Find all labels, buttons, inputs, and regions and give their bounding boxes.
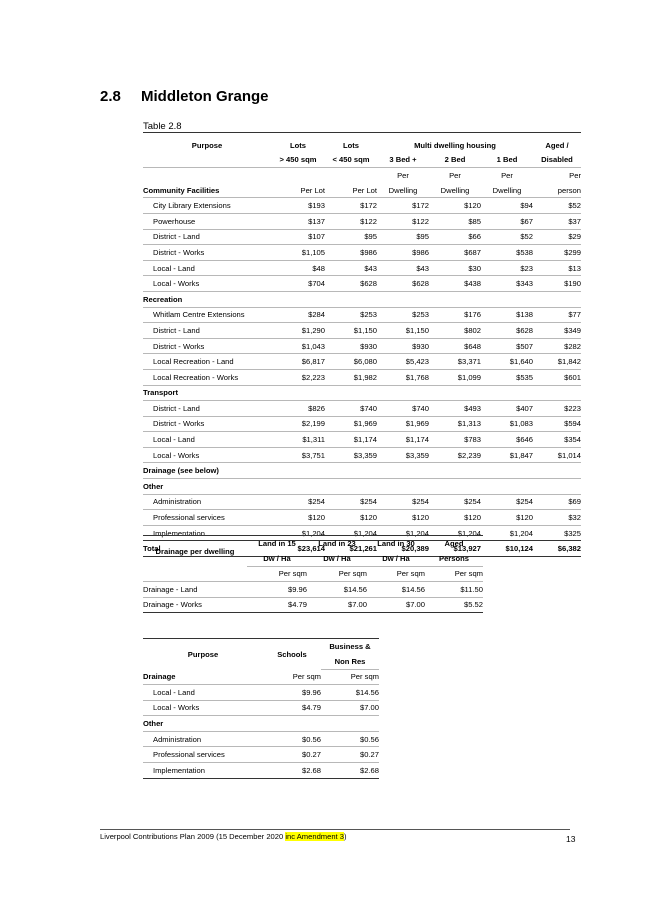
unit-label: Per sqm (321, 669, 379, 685)
cell-value: $122 (377, 213, 429, 229)
cell-value: $5.52 (425, 597, 483, 613)
row-label: Local Recreation - Works (143, 369, 271, 385)
cell-value: $29 (533, 229, 581, 245)
header-purpose: Purpose (191, 140, 223, 150)
table-row (143, 401, 581, 417)
cell-value: $1,969 (325, 416, 377, 432)
t3-drainage-rows (143, 685, 379, 716)
row-label: Whitlam Centre Extensions (143, 307, 271, 323)
unit-label: Per (449, 170, 461, 180)
cell-value: $122 (325, 213, 377, 229)
row-label: City Library Extensions (143, 198, 271, 214)
table-row (143, 416, 581, 432)
cell-value: $493 (429, 401, 481, 417)
section-heading (100, 88, 269, 105)
row-label: Local Recreation - Land (143, 354, 271, 370)
table-row (143, 747, 379, 763)
t3-units-row (143, 669, 379, 685)
table-row (143, 338, 581, 354)
table-row (143, 582, 483, 598)
cell-value: $7.00 (367, 597, 425, 613)
row-label: Implementation (143, 525, 271, 541)
cell-value: $1,014 (533, 447, 581, 463)
cell-value: $107 (271, 229, 325, 245)
footer-plan: Liverpool Contributions Plan 2009 (15 December 2020 (100, 832, 286, 841)
t2-header: Land in 15 (247, 536, 307, 551)
table-row (143, 494, 581, 510)
cell-value: $193 (271, 198, 325, 214)
header-lots-small: Lots (342, 140, 360, 150)
table-row (143, 198, 581, 214)
row-label: District - Land (143, 229, 271, 245)
cell-value: $254 (429, 494, 481, 510)
cell-value: $4.79 (263, 700, 321, 716)
cell-value: $802 (429, 323, 481, 339)
group-row (143, 479, 581, 495)
cell-value: $2.68 (321, 763, 379, 779)
cell-value: $254 (325, 494, 377, 510)
unit-label: Dwelling (377, 183, 429, 198)
footer-text (100, 832, 347, 841)
cell-value: $9.96 (263, 685, 321, 701)
table-row (143, 510, 581, 526)
cell-value: $628 (377, 276, 429, 292)
caption-rule (143, 132, 581, 133)
group-row (143, 716, 379, 732)
cell-value: $1,290 (271, 323, 325, 339)
cell-value: $254 (271, 494, 325, 510)
t2-header: Land in 30 (367, 536, 425, 551)
cell-value: $14.56 (367, 582, 425, 598)
cell-value: $14.56 (321, 685, 379, 701)
cell-value: $223 (533, 401, 581, 417)
group-row (143, 463, 581, 479)
footer-rule (100, 829, 570, 830)
cell-value: $507 (481, 338, 533, 354)
cell-value: $3,359 (377, 447, 429, 463)
row-label: District - Works (143, 338, 271, 354)
units-row-1 (143, 168, 581, 183)
cell-value: $137 (271, 213, 325, 229)
footer-amendment: inc Amendment 3 (285, 832, 345, 841)
cell-value: $52 (533, 198, 581, 214)
cell-value: $343 (481, 276, 533, 292)
footer-paren: ) (344, 832, 347, 841)
cell-value: $740 (325, 401, 377, 417)
table-header-row-1 (143, 138, 581, 153)
table-row (143, 260, 581, 276)
unit-label: person (533, 183, 581, 198)
unit-label: Dwelling (481, 183, 533, 198)
units-row-2 (143, 183, 581, 198)
cell-value: $3,359 (325, 447, 377, 463)
cell-value: $120 (481, 510, 533, 526)
cell-value: $52 (481, 229, 533, 245)
cell-value: $7.00 (321, 700, 379, 716)
table-row (143, 731, 379, 747)
cell-value: $6,080 (325, 354, 377, 370)
cell-value: $172 (377, 198, 429, 214)
cell-value: $740 (377, 401, 429, 417)
table-row (143, 763, 379, 779)
cell-value: $601 (533, 369, 581, 385)
table-row (143, 354, 581, 370)
cell-value: $1,313 (429, 416, 481, 432)
cell-value: $3,751 (271, 447, 325, 463)
cell-value: $172 (325, 198, 377, 214)
t2-header-row-1 (143, 536, 483, 551)
t3-group-other: Other (143, 716, 379, 732)
unit-label: Per (397, 170, 409, 180)
cell-value: $120 (325, 510, 377, 526)
cell-value: $1,969 (377, 416, 429, 432)
cell-value: $438 (429, 276, 481, 292)
header-lots-large: Lots (289, 140, 307, 150)
total-value: $23,614 (271, 541, 325, 557)
cell-value: $1,043 (271, 338, 325, 354)
t2-units-row (143, 566, 483, 582)
cell-value: $535 (481, 369, 533, 385)
row-label: District - Land (143, 323, 271, 339)
cell-value: $4.79 (247, 597, 307, 613)
cell-value: $594 (533, 416, 581, 432)
contributions-table (143, 138, 581, 557)
cell-value: $7.00 (307, 597, 367, 613)
cell-value: $30 (429, 260, 481, 276)
table-row (143, 685, 379, 701)
cell-value: $13 (533, 260, 581, 276)
unit-label: Per sqm (247, 566, 307, 582)
row-label: Drainage - Land (143, 582, 247, 598)
row-label: Implementation (143, 763, 263, 779)
header-lots-small-size: < 450 sqm (325, 153, 377, 168)
cell-value: $5,423 (377, 354, 429, 370)
cell-value: $77 (533, 307, 581, 323)
header-disabled: Disabled (533, 153, 581, 168)
cell-value: $1,204 (429, 525, 481, 541)
cell-value: $14.56 (307, 582, 367, 598)
row-label: Drainage - Works (143, 597, 247, 613)
unit-label: Per Lot (271, 183, 325, 198)
recreation-rows (143, 307, 581, 385)
total-value: $10,124 (481, 541, 533, 557)
cell-value: $3,371 (429, 354, 481, 370)
row-label: Professional services (143, 510, 271, 526)
group-community-facilities: Community Facilities (143, 183, 271, 198)
row-label: Local - Works (143, 700, 263, 716)
unit-label: Dwelling (429, 183, 481, 198)
cell-value: $32 (533, 510, 581, 526)
group-transport: Transport (143, 385, 581, 401)
cell-value: $254 (481, 494, 533, 510)
table-row (143, 213, 581, 229)
group-row (143, 385, 581, 401)
cell-value: $120 (271, 510, 325, 526)
row-label: Local - Works (143, 447, 271, 463)
cell-value: $1,150 (325, 323, 377, 339)
total-label: Total (143, 541, 271, 557)
group-other: Other (143, 479, 581, 495)
cell-value: $299 (533, 245, 581, 261)
cell-value: $826 (271, 401, 325, 417)
cell-value: $120 (377, 510, 429, 526)
cell-value: $354 (533, 432, 581, 448)
unit-label: Per sqm (367, 566, 425, 582)
cell-value: $284 (271, 307, 325, 323)
cell-value: $325 (533, 525, 581, 541)
header-aged: Aged / (545, 140, 569, 150)
cell-value: $9.96 (247, 582, 307, 598)
table-row (143, 307, 581, 323)
row-label: District - Works (143, 245, 271, 261)
cell-value: $1,311 (271, 432, 325, 448)
cell-value: $253 (325, 307, 377, 323)
cell-value: $94 (481, 198, 533, 214)
unit-label: Per (569, 170, 581, 180)
cell-value: $120 (429, 198, 481, 214)
cell-value: $1,204 (481, 525, 533, 541)
section-number: 2.8 (100, 88, 121, 105)
cell-value: $2,199 (271, 416, 325, 432)
cell-value: $2,239 (429, 447, 481, 463)
cell-value: $43 (377, 260, 429, 276)
row-label: Administration (143, 494, 271, 510)
cell-value: $1,174 (325, 432, 377, 448)
table-row (143, 323, 581, 339)
total-value: $6,382 (533, 541, 581, 557)
cell-value: $648 (429, 338, 481, 354)
t2-header: Aged (425, 536, 483, 551)
cell-value: $538 (481, 245, 533, 261)
cell-value: $176 (429, 307, 481, 323)
cell-value: $986 (377, 245, 429, 261)
t3-header-business: Business & (321, 639, 379, 654)
row-label: District - Land (143, 401, 271, 417)
t3-header-purpose: Purpose (143, 639, 263, 670)
page-number: 13 (566, 834, 576, 844)
cell-value: $282 (533, 338, 581, 354)
transport-rows (143, 401, 581, 463)
total-value: $21,261 (325, 541, 377, 557)
header-3bed: 3 Bed + (377, 153, 429, 168)
cell-value: $254 (377, 494, 429, 510)
t3-other-rows (143, 731, 379, 778)
cell-value: $0.27 (263, 747, 321, 763)
cell-value: $687 (429, 245, 481, 261)
cell-value: $1,982 (325, 369, 377, 385)
row-label: Administration (143, 731, 263, 747)
unit-label: Per sqm (307, 566, 367, 582)
other-rows (143, 494, 581, 541)
cell-value: $2.68 (263, 763, 321, 779)
unit-label: Per sqm (263, 669, 321, 685)
row-label: Local - Land (143, 432, 271, 448)
t3-header-row-1 (143, 639, 379, 654)
cell-value: $253 (377, 307, 429, 323)
cell-value: $628 (481, 323, 533, 339)
cell-value: $6,817 (271, 354, 325, 370)
section-title: Middleton Grange (141, 88, 269, 105)
t3-header-schools: Schools (263, 639, 321, 670)
table-row (143, 597, 483, 613)
cell-value: $95 (325, 229, 377, 245)
header-multi-dwelling: Multi dwelling housing (414, 140, 496, 150)
row-label: Powerhouse (143, 213, 271, 229)
row-label: District - Works (143, 416, 271, 432)
table-row (143, 229, 581, 245)
cell-value: $1,847 (481, 447, 533, 463)
cell-value: $628 (325, 276, 377, 292)
cell-value: $37 (533, 213, 581, 229)
community-rows (143, 198, 581, 292)
cell-value: $1,768 (377, 369, 429, 385)
cell-value: $1,204 (271, 525, 325, 541)
table-row (143, 432, 581, 448)
table-row (143, 700, 379, 716)
cell-value: $138 (481, 307, 533, 323)
row-label: Local - Land (143, 260, 271, 276)
cell-value: $85 (429, 213, 481, 229)
t2-header: Dw / Ha (247, 551, 307, 566)
total-value: $20,389 (377, 541, 429, 557)
cell-value: $0.27 (321, 747, 379, 763)
drainage-per-dwelling-table (143, 535, 483, 613)
cell-value: $1,204 (377, 525, 429, 541)
t3-group-drainage: Drainage (143, 669, 263, 685)
table-row (143, 276, 581, 292)
cell-value: $69 (533, 494, 581, 510)
table-row (143, 245, 581, 261)
header-1bed: 1 Bed (481, 153, 533, 168)
group-drainage: Drainage (see below) (143, 463, 581, 479)
unit-label: Per Lot (325, 183, 377, 198)
unit-label: Per sqm (425, 566, 483, 582)
cell-value: $930 (377, 338, 429, 354)
unit-label: Per (501, 170, 513, 180)
cell-value: $11.50 (425, 582, 483, 598)
t2-header: Land in 23 (307, 536, 367, 551)
cell-value: $190 (533, 276, 581, 292)
cell-value: $1,640 (481, 354, 533, 370)
cell-value: $2,223 (271, 369, 325, 385)
t3-header-nonres: Non Res (321, 654, 379, 669)
t2-header: Dw / Ha (307, 551, 367, 566)
cell-value: $407 (481, 401, 533, 417)
cell-value: $1,105 (271, 245, 325, 261)
cell-value: $48 (271, 260, 325, 276)
cell-value: $67 (481, 213, 533, 229)
cell-value: $1,150 (377, 323, 429, 339)
cell-value: $43 (325, 260, 377, 276)
cell-value: $0.56 (263, 731, 321, 747)
table-caption: Table 2.8 (143, 121, 182, 132)
cell-value: $349 (533, 323, 581, 339)
cell-value: $1,174 (377, 432, 429, 448)
row-label: Local - Works (143, 276, 271, 292)
header-2bed: 2 Bed (429, 153, 481, 168)
cell-value: $783 (429, 432, 481, 448)
header-lots-large-size: > 450 sqm (271, 153, 325, 168)
cell-value: $1,083 (481, 416, 533, 432)
cell-value: $1,099 (429, 369, 481, 385)
total-value: $13,927 (429, 541, 481, 557)
cell-value: $704 (271, 276, 325, 292)
table-header-row-2 (143, 153, 581, 168)
t2-header: Persons (425, 551, 483, 566)
cell-value: $0.56 (321, 731, 379, 747)
table-row (143, 369, 581, 385)
table-row (143, 447, 581, 463)
row-label: Local - Land (143, 685, 263, 701)
t2-header: Dw / Ha (367, 551, 425, 566)
cell-value: $986 (325, 245, 377, 261)
t2-rows (143, 582, 483, 613)
cell-value: $120 (429, 510, 481, 526)
cell-value: $23 (481, 260, 533, 276)
schools-business-table (143, 638, 379, 779)
cell-value: $1,842 (533, 354, 581, 370)
group-row (143, 291, 581, 307)
cell-value: $1,204 (325, 525, 377, 541)
cell-value: $930 (325, 338, 377, 354)
row-label: Professional services (143, 747, 263, 763)
group-recreation: Recreation (143, 291, 581, 307)
t2-header-label: Drainage per dwelling (143, 536, 247, 567)
cell-value: $95 (377, 229, 429, 245)
cell-value: $646 (481, 432, 533, 448)
cell-value: $66 (429, 229, 481, 245)
